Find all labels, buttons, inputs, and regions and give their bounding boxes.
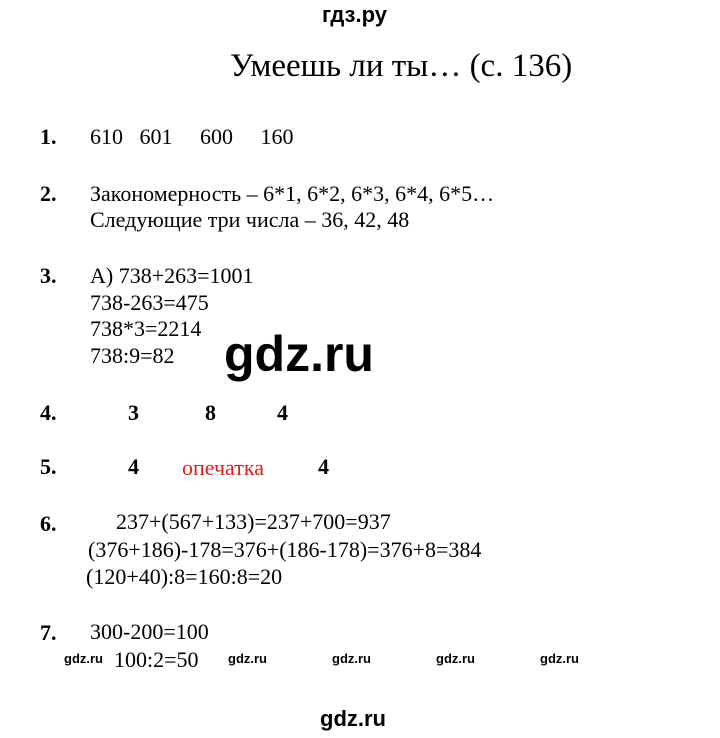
- task-5-typo-note: опечатка: [182, 455, 264, 480]
- watermark-row-4: gdz.ru: [436, 651, 475, 666]
- task-5-value-2: 4: [318, 454, 329, 479]
- task-2-line-1: Закономерность – 6*1, 6*2, 6*3, 6*4, 6*5…: [90, 181, 495, 206]
- task-3-line-1: А) 738+263=1001: [90, 263, 254, 288]
- task-4-value-2: 8: [205, 400, 216, 425]
- task-6-line-3: (120+40):8=160:8=20: [86, 564, 283, 589]
- task-6-line-2: (376+186)-178=376+(186-178)=376+8=384: [88, 537, 482, 562]
- task-7-line-1: 300-200=100: [90, 619, 209, 644]
- task-4-value-3: 4: [277, 400, 288, 425]
- watermark-top: гдз.ру: [322, 2, 387, 27]
- task-7-line-2: 100:2=50: [114, 647, 199, 672]
- task-5-number: 5.: [40, 454, 57, 479]
- task-3-line-4: 738:9=82: [90, 343, 175, 368]
- task-3-line-2: 738-263=475: [90, 290, 209, 315]
- page-title: Умеешь ли ты… (с. 136): [230, 48, 573, 84]
- task-4-number: 4.: [40, 400, 57, 425]
- task-6-line-1: 237+(567+133)=237+700=937: [116, 509, 391, 534]
- task-4-value-1: 3: [128, 400, 139, 425]
- task-3-number: 3.: [40, 263, 57, 288]
- task-2-line-2: Следующие три числа – 36, 42, 48: [90, 207, 410, 232]
- watermark-row-1: gdz.ru: [64, 651, 103, 666]
- task-7-number: 7.: [40, 620, 57, 645]
- watermark-row-2: gdz.ru: [228, 651, 267, 666]
- watermark-row-3: gdz.ru: [332, 651, 371, 666]
- task-1-line-1: 610 601 600 160: [90, 124, 294, 149]
- watermark-row-5: gdz.ru: [540, 651, 579, 666]
- watermark-bottom: gdz.ru: [320, 706, 386, 731]
- task-3-line-3: 738*3=2214: [90, 316, 202, 341]
- watermark-center: gdz.ru: [224, 326, 374, 382]
- task-2-number: 2.: [40, 181, 57, 206]
- task-6-number: 6.: [40, 511, 57, 536]
- task-1-number: 1.: [40, 124, 57, 149]
- task-5-value-1: 4: [128, 454, 139, 479]
